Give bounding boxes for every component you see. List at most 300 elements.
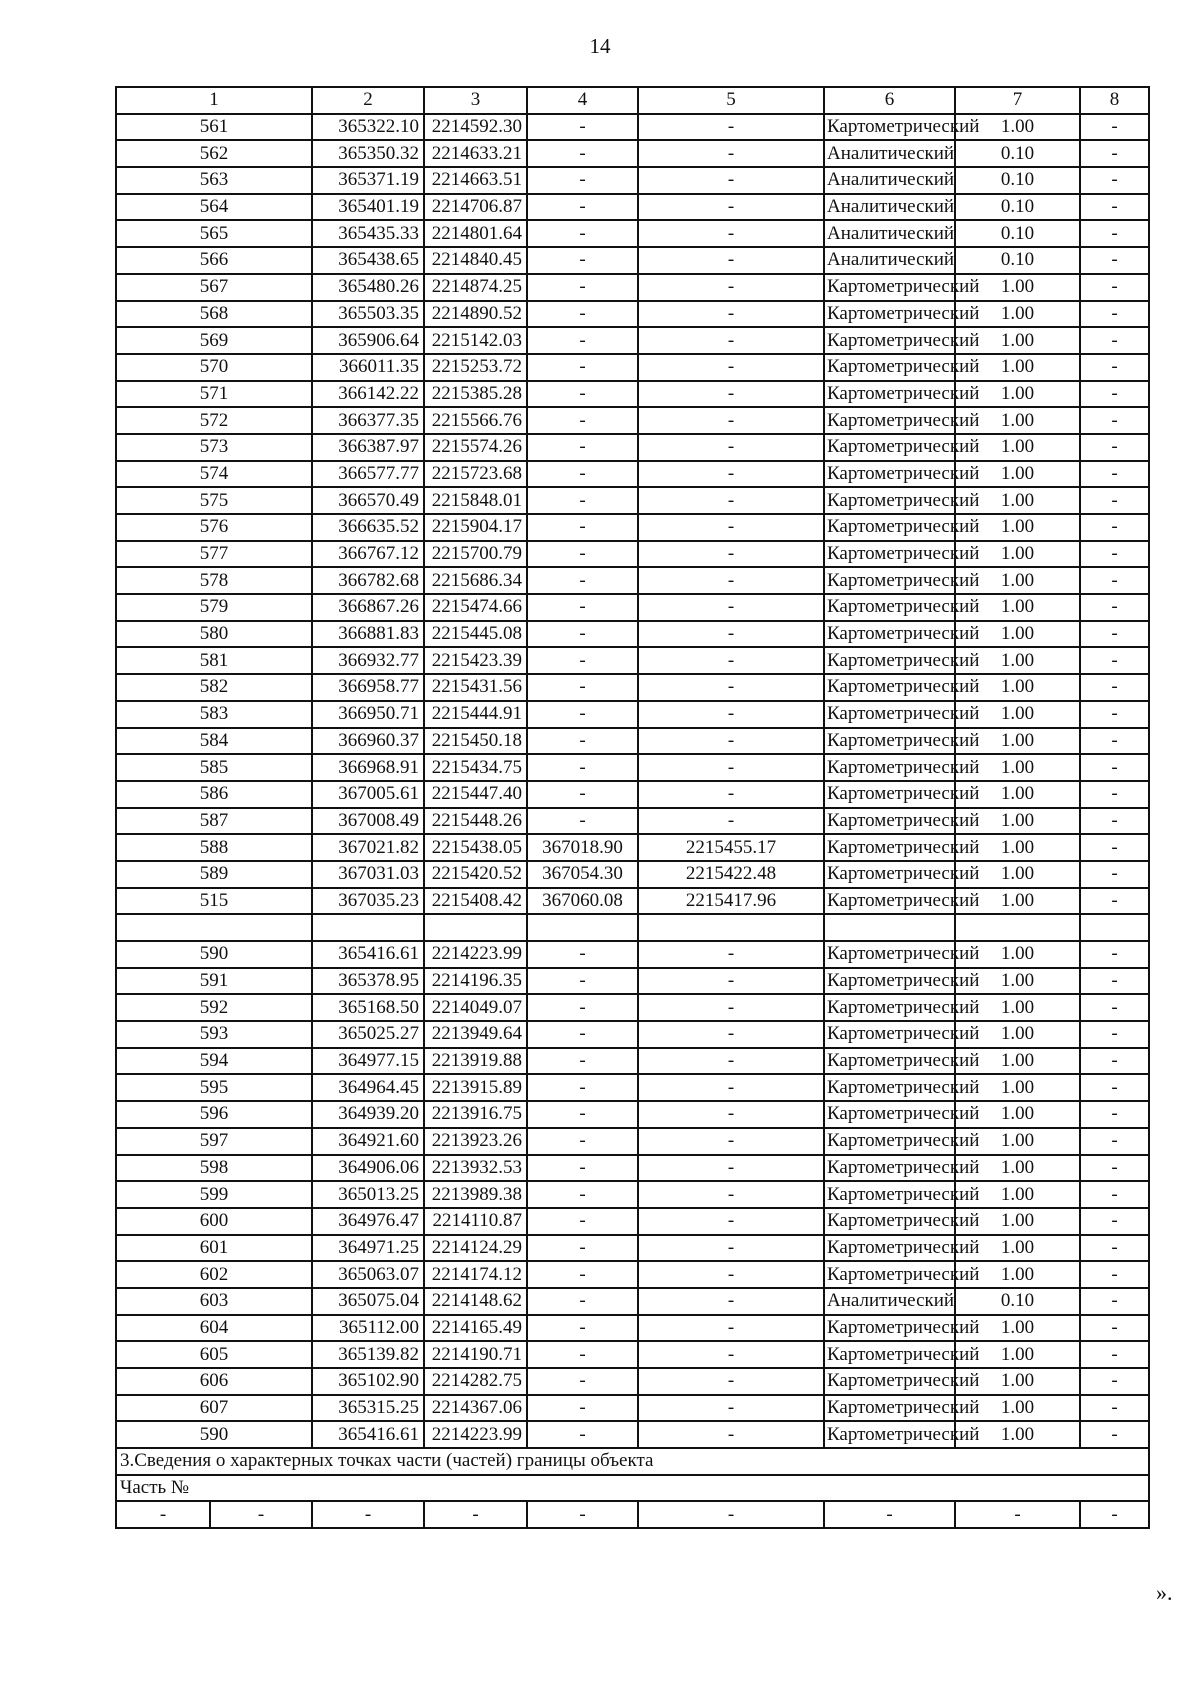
table-cell-col7: 1.00 — [955, 1101, 1080, 1128]
table-cell-col3: 2215434.75 — [424, 754, 527, 781]
table-cell-col2: 364976.47 — [312, 1208, 424, 1235]
table-cell-col2: 365480.26 — [312, 274, 424, 301]
table-cell-col2: 365371.19 — [312, 167, 424, 194]
table-cell-col2: 365906.64 — [312, 327, 424, 354]
table-row — [116, 514, 1149, 541]
table-cell-col8: - — [1080, 1155, 1149, 1182]
table-row — [116, 1208, 1149, 1235]
table-cell-col5: - — [638, 1048, 824, 1075]
table-cell-col7: 1.00 — [955, 888, 1080, 915]
table-cell-col7: 1.00 — [955, 407, 1080, 434]
table-row — [116, 247, 1149, 274]
table-cell-col2: 366577.77 — [312, 461, 424, 488]
table-cell-col5: - — [638, 1288, 824, 1315]
table-cell-col4: - — [527, 781, 638, 808]
table-cell-col8: - — [1080, 274, 1149, 301]
table-cell-col6: Картометрический — [824, 621, 955, 648]
table-cell-col7: 1.00 — [955, 647, 1080, 674]
table-cell-col7: 1.00 — [955, 354, 1080, 381]
table-cell-col4: - — [527, 354, 638, 381]
table-cell-col2: 366932.77 — [312, 647, 424, 674]
table-cell-col2: 366782.68 — [312, 567, 424, 594]
table-row — [116, 1235, 1149, 1262]
table-cell-col5: - — [638, 1421, 824, 1448]
table-cell-col4: 367054.30 — [527, 861, 638, 888]
table-cell-col8: - — [1080, 247, 1149, 274]
column-number-row — [116, 87, 1149, 114]
table-cell-col4: - — [527, 541, 638, 568]
table-row — [116, 1261, 1149, 1288]
table-cell-col7: 1.00 — [955, 1021, 1080, 1048]
table-cell-col3: 2215142.03 — [424, 327, 527, 354]
table-cell-col6: Картометрический — [824, 461, 955, 488]
table-cell-col5: - — [638, 701, 824, 728]
table-cell-col4: - — [527, 1181, 638, 1208]
table-cell-col4: - — [527, 1288, 638, 1315]
column-number-7: 7 — [955, 87, 1080, 114]
table-cell-col5: - — [638, 994, 824, 1021]
table-cell-col6 — [824, 914, 955, 941]
table-cell-col8: - — [1080, 1341, 1149, 1368]
table-cell-col5: - — [638, 647, 824, 674]
table-cell-col3: 2215904.17 — [424, 514, 527, 541]
table-cell-col4: - — [527, 461, 638, 488]
table-cell-col5: - — [638, 487, 824, 514]
table-row — [116, 194, 1149, 221]
table-cell-col6: Картометрический — [824, 114, 955, 141]
table-cell-col7: 1.00 — [955, 114, 1080, 141]
table-cell-col4: - — [527, 327, 638, 354]
table-cell-col8: - — [1080, 781, 1149, 808]
table-cell-col8: - — [1080, 1421, 1149, 1448]
table-cell-col8: - — [1080, 941, 1149, 968]
table-cell-col2: 366958.77 — [312, 674, 424, 701]
table-cell-col3 — [424, 914, 527, 941]
table-row — [116, 594, 1149, 621]
table-cell-col7: 1.00 — [955, 514, 1080, 541]
table-cell-col5: - — [638, 1155, 824, 1182]
table-cell-col5: - — [638, 781, 824, 808]
table-cell-col1: 576 — [116, 514, 312, 541]
table-cell-col8: - — [1080, 701, 1149, 728]
table-cell-col2: 365435.33 — [312, 220, 424, 247]
table-row — [116, 1021, 1149, 1048]
table-body — [116, 87, 1149, 1448]
table-cell-col4: - — [527, 808, 638, 835]
table-cell-col3: 2215385.28 — [424, 381, 527, 408]
table-cell-col7: 1.00 — [955, 1368, 1080, 1395]
table-cell-col7: 0.10 — [955, 1288, 1080, 1315]
table-cell-col3: 2215566.76 — [424, 407, 527, 434]
table-cell-col8: - — [1080, 968, 1149, 995]
table-cell-col4: - — [527, 167, 638, 194]
table-cell-col4: - — [527, 1048, 638, 1075]
table-cell-col7: 1.00 — [955, 541, 1080, 568]
table-row — [116, 701, 1149, 728]
table-cell-col6: Картометрический — [824, 647, 955, 674]
table-cell-col1: 565 — [116, 220, 312, 247]
table-cell-col3: 2213916.75 — [424, 1101, 527, 1128]
table-row — [116, 487, 1149, 514]
table-cell-col3: 2214124.29 — [424, 1235, 527, 1262]
table-cell-col2: 364921.60 — [312, 1128, 424, 1155]
table-cell-col2: 364906.06 — [312, 1155, 424, 1182]
table-row — [116, 914, 1149, 941]
table-cell-col8 — [1080, 914, 1149, 941]
table-cell-col3: 2215574.26 — [424, 434, 527, 461]
table-cell-col3: 2214148.62 — [424, 1288, 527, 1315]
table-cell-col3: 2214190.71 — [424, 1341, 527, 1368]
table-cell-col1: 590 — [116, 941, 312, 968]
table-cell-col4: - — [527, 1101, 638, 1128]
table-cell-col1: 601 — [116, 1235, 312, 1262]
table-cell-col7: 1.00 — [955, 1074, 1080, 1101]
table-cell-col7: 1.00 — [955, 968, 1080, 995]
table-cell-col6: Аналитический — [824, 1288, 955, 1315]
table-row — [116, 1368, 1149, 1395]
table-cell-col4: - — [527, 434, 638, 461]
table-cell-col3: 2215848.01 — [424, 487, 527, 514]
table-cell-col8: - — [1080, 461, 1149, 488]
table-cell-col1: 598 — [116, 1155, 312, 1182]
table-cell-col2: 364971.25 — [312, 1235, 424, 1262]
table-cell-col4: - — [527, 754, 638, 781]
table-cell-col4: - — [527, 1235, 638, 1262]
table-cell-col7: 0.10 — [955, 220, 1080, 247]
part-label-row — [116, 1475, 1149, 1502]
table-row — [116, 407, 1149, 434]
table-cell-col6: Аналитический — [824, 220, 955, 247]
table-cell-col6: Картометрический — [824, 1128, 955, 1155]
table-cell-col7: 1.00 — [955, 1261, 1080, 1288]
table-cell-col2: 365025.27 — [312, 1021, 424, 1048]
table-cell-col2: 365063.07 — [312, 1261, 424, 1288]
table-cell-col5: - — [638, 434, 824, 461]
table-cell-col7: 1.00 — [955, 808, 1080, 835]
table-cell-col8: - — [1080, 888, 1149, 915]
table-cell-col7: 1.00 — [955, 781, 1080, 808]
table-cell-col7: 1.00 — [955, 594, 1080, 621]
table-cell-col8: - — [1080, 434, 1149, 461]
table-cell-col7: 1.00 — [955, 327, 1080, 354]
table-cell-col7: 1.00 — [955, 274, 1080, 301]
table-cell-col5: - — [638, 1101, 824, 1128]
table-cell-col5: - — [638, 514, 824, 541]
table-cell-col2: 365112.00 — [312, 1315, 424, 1342]
table-row — [116, 994, 1149, 1021]
table-cell-col2: 365322.10 — [312, 114, 424, 141]
table-cell-col2: 366867.26 — [312, 594, 424, 621]
table-cell-col3: 2214196.35 — [424, 968, 527, 995]
table-cell-col6: Картометрический — [824, 1048, 955, 1075]
table-cell-col5: 2215417.96 — [638, 888, 824, 915]
table-cell-col5: - — [638, 114, 824, 141]
table-cell-col5: - — [638, 1261, 824, 1288]
table-cell-col8: - — [1080, 621, 1149, 648]
table-cell-col4: - — [527, 968, 638, 995]
table-cell-col1: 583 — [116, 701, 312, 728]
table-row — [116, 461, 1149, 488]
table-cell-col2: 365416.61 — [312, 1421, 424, 1448]
table-cell-col4: - — [527, 114, 638, 141]
table-cell-col5: - — [638, 354, 824, 381]
table-row — [116, 1128, 1149, 1155]
table-cell-col2: 365503.35 — [312, 301, 424, 328]
table-cell-col5: - — [638, 754, 824, 781]
table-cell-col1: 596 — [116, 1101, 312, 1128]
table-cell-col6: Картометрический — [824, 834, 955, 861]
table-row — [116, 434, 1149, 461]
table-cell-col8: - — [1080, 140, 1149, 167]
table-cell-col3: 2214801.64 — [424, 220, 527, 247]
table-cell-col1: 593 — [116, 1021, 312, 1048]
table-cell-col3: 2213923.26 — [424, 1128, 527, 1155]
table-cell-col2: 366767.12 — [312, 541, 424, 568]
table-row — [116, 674, 1149, 701]
table-cell-col2: 366011.35 — [312, 354, 424, 381]
table-cell-col4: 367060.08 — [527, 888, 638, 915]
final-cell: - — [424, 1501, 527, 1528]
table-cell-col1: 604 — [116, 1315, 312, 1342]
table-cell-col7: 1.00 — [955, 1048, 1080, 1075]
table-cell-col7: 1.00 — [955, 1128, 1080, 1155]
table-cell-col1: 597 — [116, 1128, 312, 1155]
table-cell-col2: 365416.61 — [312, 941, 424, 968]
table-cell-col3: 2213919.88 — [424, 1048, 527, 1075]
table-row — [116, 1074, 1149, 1101]
table-cell-col6: Картометрический — [824, 354, 955, 381]
table-cell-col7: 1.00 — [955, 1235, 1080, 1262]
table-cell-col3: 2215253.72 — [424, 354, 527, 381]
table-cell-col5: - — [638, 968, 824, 995]
column-number-3: 3 — [424, 87, 527, 114]
table-row — [116, 140, 1149, 167]
table-cell-col6: Картометрический — [824, 1395, 955, 1422]
table-cell-col3: 2214592.30 — [424, 114, 527, 141]
table-cell-col3: 2214706.87 — [424, 194, 527, 221]
table-cell-col7: 1.00 — [955, 567, 1080, 594]
table-cell-col6: Картометрический — [824, 567, 955, 594]
table-cell-col6: Картометрический — [824, 701, 955, 728]
table-cell-col5: 2215455.17 — [638, 834, 824, 861]
table-cell-col8: - — [1080, 407, 1149, 434]
table-cell-col1: 587 — [116, 808, 312, 835]
table-cell-col8: - — [1080, 1395, 1149, 1422]
table-cell-col2: 367008.49 — [312, 808, 424, 835]
table-row — [116, 1341, 1149, 1368]
table-cell-col4: - — [527, 1155, 638, 1182]
table-cell-col5: - — [638, 621, 824, 648]
table-cell-col6: Картометрический — [824, 514, 955, 541]
table-cell-col8: - — [1080, 1235, 1149, 1262]
table-cell-col1: 561 — [116, 114, 312, 141]
table-cell-col1: 581 — [116, 647, 312, 674]
table-cell-col8: - — [1080, 1368, 1149, 1395]
table-cell-col4: - — [527, 567, 638, 594]
table-cell-col7: 1.00 — [955, 1208, 1080, 1235]
table-cell-col4: 367018.90 — [527, 834, 638, 861]
table-cell-col6: Картометрический — [824, 781, 955, 808]
table-cell-col8: - — [1080, 301, 1149, 328]
table-cell-col3: 2213949.64 — [424, 1021, 527, 1048]
table-cell-col1: 562 — [116, 140, 312, 167]
table-row — [116, 167, 1149, 194]
table-row — [116, 301, 1149, 328]
table-cell-col7: 0.10 — [955, 247, 1080, 274]
table-cell-col7: 1.00 — [955, 674, 1080, 701]
table-cell-col3: 2215450.18 — [424, 728, 527, 755]
table-cell-col2: 366377.35 — [312, 407, 424, 434]
table-row — [116, 1395, 1149, 1422]
table-cell-col5: 2215422.48 — [638, 861, 824, 888]
table-cell-col1: 515 — [116, 888, 312, 915]
table-row — [116, 754, 1149, 781]
table-cell-col7: 1.00 — [955, 381, 1080, 408]
table-cell-col4: - — [527, 941, 638, 968]
table-cell-col5: - — [638, 594, 824, 621]
table-cell-col8: - — [1080, 354, 1149, 381]
table-cell-col8: - — [1080, 834, 1149, 861]
table-cell-col6: Картометрический — [824, 434, 955, 461]
table-cell-col8: - — [1080, 327, 1149, 354]
table-cell-col3: 2214223.99 — [424, 941, 527, 968]
table-cell-col6: Картометрический — [824, 1341, 955, 1368]
table-cell-col6: Аналитический — [824, 167, 955, 194]
table-cell-col3: 2214110.87 — [424, 1208, 527, 1235]
table-cell-col6: Картометрический — [824, 407, 955, 434]
table-cell-col4: - — [527, 1128, 638, 1155]
column-number-8: 8 — [1080, 87, 1149, 114]
table-cell-col1: 577 — [116, 541, 312, 568]
final-cell: - — [824, 1501, 955, 1528]
table-cell-col8: - — [1080, 114, 1149, 141]
table-cell-col2: 365168.50 — [312, 994, 424, 1021]
final-cell: - — [116, 1501, 210, 1528]
table-cell-col7: 1.00 — [955, 1395, 1080, 1422]
table-cell-col8: - — [1080, 567, 1149, 594]
table-cell-col7: 1.00 — [955, 621, 1080, 648]
table-cell-col1: 571 — [116, 381, 312, 408]
table-cell-col1: 603 — [116, 1288, 312, 1315]
table-row — [116, 1155, 1149, 1182]
column-number-5: 5 — [638, 87, 824, 114]
final-dash-row — [116, 1501, 1149, 1528]
table-cell-col4: - — [527, 274, 638, 301]
table-cell-col3: 2214840.45 — [424, 247, 527, 274]
table-cell-col1: 572 — [116, 407, 312, 434]
table-cell-col8: - — [1080, 647, 1149, 674]
table-cell-col8: - — [1080, 1181, 1149, 1208]
table-cell-col7: 1.00 — [955, 301, 1080, 328]
part-label: Часть № — [116, 1475, 1149, 1502]
table-cell-col2: 366635.52 — [312, 514, 424, 541]
table-cell-col6: Картометрический — [824, 1235, 955, 1262]
table-cell-col6: Картометрический — [824, 674, 955, 701]
table-cell-col5: - — [638, 728, 824, 755]
table-cell-col4: - — [527, 1341, 638, 1368]
table-cell-col7: 1.00 — [955, 994, 1080, 1021]
table-cell-col7: 1.00 — [955, 728, 1080, 755]
table-cell-col5 — [638, 914, 824, 941]
table-cell-col2: 365075.04 — [312, 1288, 424, 1315]
table-cell-col5: - — [638, 567, 824, 594]
table-row — [116, 1421, 1149, 1448]
table-cell-col5: - — [638, 301, 824, 328]
table-cell-col8: - — [1080, 487, 1149, 514]
table-cell-col4: - — [527, 140, 638, 167]
table-cell-col8: - — [1080, 541, 1149, 568]
table-cell-col2: 367005.61 — [312, 781, 424, 808]
table-row — [116, 1101, 1149, 1128]
page-number: 14 — [589, 34, 611, 58]
table-cell-col3: 2215447.40 — [424, 781, 527, 808]
table-cell-col4: - — [527, 1021, 638, 1048]
table-cell-col7: 1.00 — [955, 1181, 1080, 1208]
table-cell-col6: Картометрический — [824, 1074, 955, 1101]
table-row — [116, 968, 1149, 995]
table-cell-col4: - — [527, 220, 638, 247]
table-cell-col8: - — [1080, 754, 1149, 781]
table-cell-col2: 365315.25 — [312, 1395, 424, 1422]
table-cell-col2: 365013.25 — [312, 1181, 424, 1208]
table-cell-col4: - — [527, 1368, 638, 1395]
table-cell-col1: 580 — [116, 621, 312, 648]
table-cell-col6: Картометрический — [824, 1181, 955, 1208]
table-row — [116, 274, 1149, 301]
table-cell-col5: - — [638, 1021, 824, 1048]
table-cell-col7: 0.10 — [955, 140, 1080, 167]
table-cell-col3: 2215438.05 — [424, 834, 527, 861]
column-number-1: 1 — [116, 87, 312, 114]
table-row — [116, 220, 1149, 247]
table-row — [116, 834, 1149, 861]
table-cell-col4: - — [527, 487, 638, 514]
table-row — [116, 781, 1149, 808]
table-cell-col3: 2214890.52 — [424, 301, 527, 328]
table-cell-col7: 1.00 — [955, 1341, 1080, 1368]
table-cell-col7: 1.00 — [955, 754, 1080, 781]
column-number-6: 6 — [824, 87, 955, 114]
table-cell-col6: Картометрический — [824, 1315, 955, 1342]
table-cell-col3: 2213932.53 — [424, 1155, 527, 1182]
table-cell-col1: 567 — [116, 274, 312, 301]
table-cell-col5: - — [638, 1181, 824, 1208]
table-cell-col1: 574 — [116, 461, 312, 488]
final-cell: - — [210, 1501, 312, 1528]
table-cell-col3: 2215423.39 — [424, 647, 527, 674]
table-cell-col4: - — [527, 1261, 638, 1288]
table-cell-col2: 366968.91 — [312, 754, 424, 781]
table-cell-col1: 592 — [116, 994, 312, 1021]
table-cell-col5: - — [638, 194, 824, 221]
table-cell-col3: 2215420.52 — [424, 861, 527, 888]
table-cell-col2: 364939.20 — [312, 1101, 424, 1128]
table-row — [116, 728, 1149, 755]
table-cell-col8: - — [1080, 1021, 1149, 1048]
table-cell-col3: 2214174.12 — [424, 1261, 527, 1288]
table-cell-col8: - — [1080, 728, 1149, 755]
table-cell-col5: - — [638, 381, 824, 408]
table-cell-col8: - — [1080, 861, 1149, 888]
table-cell-col4: - — [527, 1208, 638, 1235]
table-cell-col8: - — [1080, 194, 1149, 221]
table-cell-col2: 364964.45 — [312, 1074, 424, 1101]
table-cell-col3: 2215700.79 — [424, 541, 527, 568]
table-row — [116, 621, 1149, 648]
table-row — [116, 941, 1149, 968]
table-cell-col4 — [527, 914, 638, 941]
table-cell-col7: 1.00 — [955, 941, 1080, 968]
